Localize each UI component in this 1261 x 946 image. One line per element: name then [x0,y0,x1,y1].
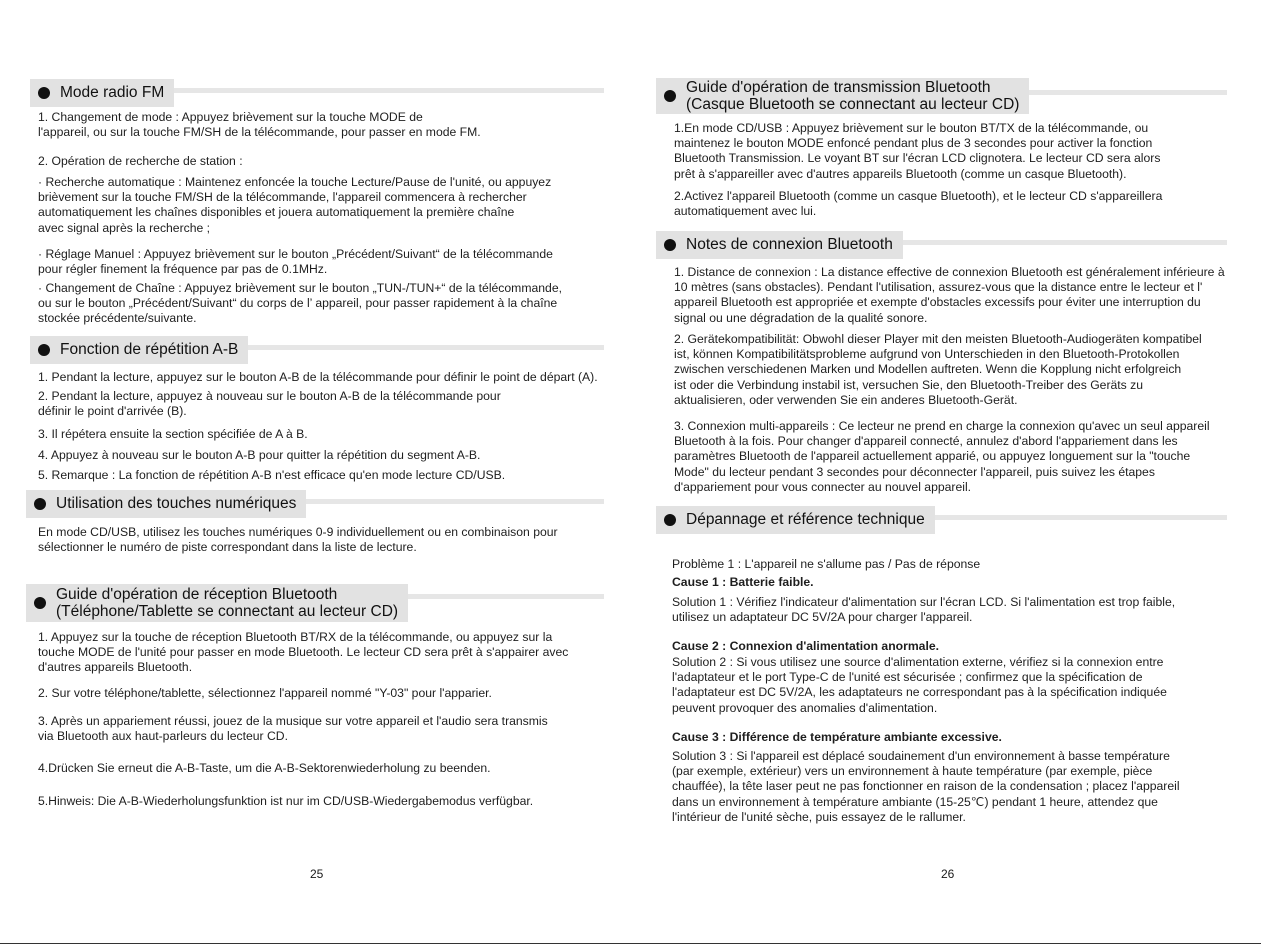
cause-1: Cause 1 : Batterie faible. [672,575,814,589]
solution-3: Solution 3 : Si l'appareil est déplacé soudainement d'un environnement à basse température (par exemple, extérieur) vers un environnement à haute température (par exemple, pièce chauffée), la tête laser peut ne pas fonctionner en raison de la condensation ; placez l'appareil dans un environnement à température ambiante (15-25℃) pendant 1 heure, attendez que l'intérieur de l'unité sèche, puis essayez de le rallumer. [672,749,1180,824]
cause-3: Cause 3 : Différence de température ambiante excessive. [672,730,1002,744]
problem-1: Problème 1 : L'appareil ne s'allume pas / Pas de réponse [672,557,981,571]
cause-2: Cause 2 : Connexion d'alimentation anormale. [672,639,940,653]
radio-paragraph-5: · Changement de Chaîne : Appuyez brièvement sur le bouton „TUN-/TUN+“ de la télécommande, ou sur le bouton „Précédent/Suivant“ du corps de l’ appareil, pour passer rapidement à la chaîne stockée précédente/suivante. [38,281,562,326]
solution-1: Solution 1 : Vérifiez l'indicateur d'alimentation sur l'écran LCD. Si l'alimentation est trop faible, utilisez un adaptateur DC 5V/2A pour charger l'appareil. [672,595,1176,625]
section-header-numeric-keys [26,490,604,518]
radio-paragraph-3: · Recherche automatique : Maintenez enfoncée la touche Lecture/Pause de l'unité, ou appuyez brièvement sur la touche FM/SH de la télécommande, l'appareil commencera à rechercher automatiquement les chaînes disponibles et jouera automatiquement la première chaîne avec signal après la recherche ; [38,175,552,235]
radio-paragraph-2: 2. Opération de recherche de station : [38,154,243,168]
ab-paragraph-2: 2. Pendant la lecture, appuyez à nouveau sur le bouton A-B de la télécommande pour définir le point d'arrivée (B). [38,389,501,419]
header-label [30,79,174,107]
section-title [686,79,1019,113]
bttx-paragraph-2: 2.Activez l'appareil Bluetooth (comme un casque Bluetooth), et le lecteur CD s'appareillera automatiquement avec lui. [674,189,1163,219]
ab-paragraph-5: 5. Remarque : La fonction de répétition A-B n'est efficace qu'en mode lecture CD/USB. [38,468,506,482]
section-title-line-1: Guide d'opération de réception Bluetooth [56,586,338,603]
page-number: 25 [310,867,324,881]
section-title: Mode radio FM [60,84,165,101]
section-header-radio [30,79,604,107]
radio-paragraph-1: 1. Changement de mode : Appuyez brièvement sur la touche MODE de l'appareil, ou sur la touche FM/SH de la télécommande, pour passer en mode FM. [38,110,481,140]
bullet-icon [664,239,676,251]
section-title: Utilisation des touches numériques [56,495,297,512]
ab-paragraph-4: 4. Appuyez à nouveau sur le bouton A-B pour quitter la répétition du segment A-B. [38,448,481,462]
section-header-bt-receive [26,584,604,618]
bullet-icon [38,87,50,99]
bullet-icon [664,90,676,102]
notes-paragraph-2: 2. Gerätekompatibilität: Obwohl dieser Player mit den meisten Bluetooth-Audiogeräten kompatibel ist, können Kompatibilitätsprobleme aufgrund von Unterschieden in den Bluetooth-Protokollen zwischen verschiedenen Marken und Modellen auftreten. Wenn die Kopplung nicht erfolgreich ist oder die Verbindung instabil ist, versuchen Sie, den Bluetooth-Treiber des Geräts zu aktualisieren, oder verwenden Sie ein anderes Bluetooth-Gerät. [674,332,1202,407]
bttx-paragraph-1: 1.En mode CD/USB : Appuyez brièvement sur le bouton BT/TX de la télécommande, ou maintenez le bouton MODE enfoncé pendant plus de 3 secondes pour activer la fonction Bluetooth Transmission. Le voyant BT sur l'écran LCD clignotera. Le lecteur CD sera alors prêt à s'appareiller avec d'autres appareils Bluetooth (comme un casque Bluetooth). [674,121,1161,181]
section-header-troubleshooting [656,506,1227,534]
btrx-paragraph-4: 4.Drücken Sie erneut die A-B-Taste, um die A-B-Sektorenwiederholung zu beenden. [38,761,491,775]
notes-paragraph-3: 3. Connexion multi-appareils : Ce lecteur ne prend en charge la connexion qu'avec un seul appareil Bluetooth à la fois. Pour changer d'appareil connecté, annulez d'abord l'appariement dans les paramètres Bluetooth de l'appareil actuellement apparié, ou appuyez longuement sur la "touche Mode" du lecteur pendant 3 secondes pour déconnecter l'appareil, puis suivez les étapes d'appariement pour vous connecter au nouvel appareil. [674,419,1210,494]
header-label [656,231,903,259]
solution-2: Solution 2 : Si vous utilisez une source d'alimentation externe, vérifiez si la connexion entre l'adaptateur et le port Type-C de l'unité est sécurisée ; confirmez que la spécification de l'adaptateur est DC 5V/2A, les adaptateurs ne correspondant pas à la spécification indiquée peuvent provoquer des anomalies d'alimentation. [672,655,1167,715]
bottom-border [0,943,1261,944]
page-number: 26 [941,867,955,881]
notes-paragraph-1: 1. Distance de connexion : La distance effective de connexion Bluetooth est généralement inférieure à 10 mètres (sans obstacles). Pendant l'utilisation, assurez-vous que la distance entre le lecteur et l' appareil Bluetooth est appropriée et exempte d'obstacles excessifs pour éviter une interruption du signal ou une dégradation de la qualité sonore. [674,265,1225,325]
bullet-icon [34,498,46,510]
bullet-icon [38,344,50,356]
section-title-line-2: (Téléphone/Tablette se connectant au lecteur CD) [56,603,399,620]
section-header-bt-transmit [656,78,1227,112]
section-title-line-1: Guide d'opération de transmission Bluetooth [686,79,991,96]
section-header-bt-notes [656,231,1227,259]
section-title: Dépannage et référence technique [686,511,925,528]
section-title: Notes de connexion Bluetooth [686,236,893,253]
btrx-paragraph-5: 5.Hinweis: Die A-B-Wiederholungsfunktion ist nur im CD/USB-Wiedergabemodus verfügbar. [38,794,534,808]
section-header-ab-repeat [30,336,604,364]
header-label [30,336,248,364]
header-label [26,490,306,518]
bullet-icon [664,514,676,526]
section-title-line-2: (Casque Bluetooth se connectant au lecteur CD) [686,96,1020,113]
section-title: Fonction de répétition A-B [60,341,239,358]
numeric-paragraph-1: En mode CD/USB, utilisez les touches numériques 0-9 individuellement ou en combinaison pour sélectionner le numéro de piste correspondant dans la liste de lecture. [38,525,558,555]
ab-paragraph-3: 3. Il répétera ensuite la section spécifiée de A à B. [38,427,308,441]
section-title [56,586,398,620]
header-label [656,506,935,534]
btrx-paragraph-1: 1. Appuyez sur la touche de réception Bluetooth BT/RX de la télécommande, ou appuyez sur la touche MODE de l'unité pour passer en mode Bluetooth. Le lecteur CD sera prêt à s'appairer avec d'autres appareils Bluetooth. [38,630,569,675]
left-page [0,0,630,946]
btrx-paragraph-3: 3. Après un appariement réussi, jouez de la musique sur votre appareil et l'audio sera transmis via Bluetooth aux haut-parleurs du lecteur CD. [38,714,548,744]
btrx-paragraph-2: 2. Sur votre téléphone/tablette, sélectionnez l'appareil nommé "Y-03" pour l'apparier. [38,686,492,700]
radio-paragraph-4: · Réglage Manuel : Appuyez brièvement sur le bouton „Précédent/Suivant“ de la télécommande pour régler finement la fréquence par pas de 0.1MHz. [38,247,553,277]
ab-paragraph-1: 1. Pendant la lecture, appuyez sur le bouton A-B de la télécommande pour définir le point de départ (A). [38,370,598,384]
bullet-icon [34,597,46,609]
header-label [26,584,408,622]
right-page [630,0,1261,946]
header-label [656,78,1029,114]
